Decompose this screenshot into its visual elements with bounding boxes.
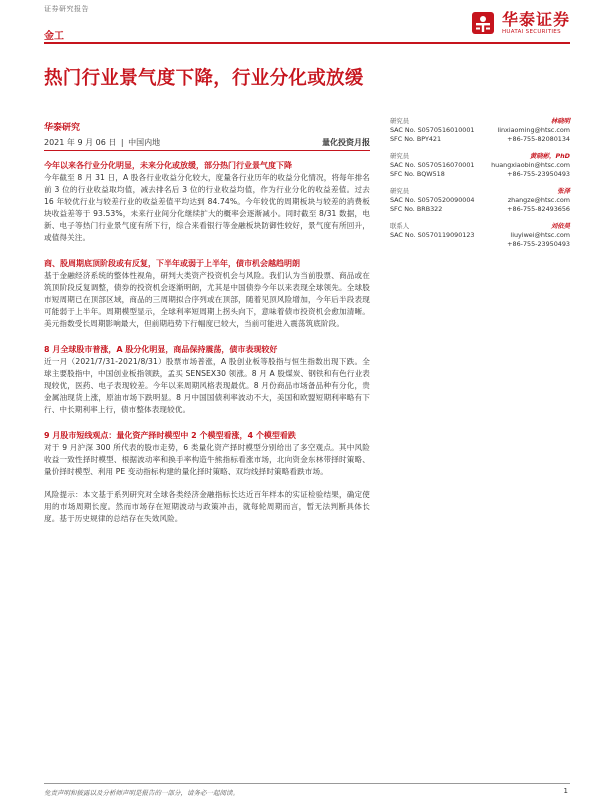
- meta-divider: [44, 150, 370, 151]
- report-type: 量化投资月报: [322, 138, 370, 147]
- analyst-card: [390, 152, 570, 179]
- analyst-sac: SAC No. S0570119090123: [390, 231, 475, 239]
- analyst-card: [390, 222, 570, 249]
- analyst-phone: +86-755-82080134: [507, 135, 570, 143]
- analyst-email[interactable]: linxiaoming@htsc.com: [497, 126, 570, 134]
- risk-warning: 风险提示：本文基于系列研究对全球各类经济金融指标长达近百年样本的实证检验结果，确定使用的市场周期长度。然而市场存在短期波动与政策冲击，就每轮周期而言，暂无法判断具体长度。基于历史规律的总结存在失效风险。: [44, 490, 370, 523]
- analyst-name: 林晓明: [550, 117, 570, 125]
- logo-name-en: HUATAI SECURITIES: [501, 29, 561, 35]
- report-body: [44, 159, 370, 538]
- report-date: 2021 年 9 月 06 日: [44, 138, 117, 147]
- analyst-name: 张泽: [557, 187, 570, 195]
- logo-icon: [470, 10, 496, 36]
- footer-disclaimer: 免责声明和披露以及分析师声明是报告的一部分，请务必一起阅读。: [44, 789, 239, 797]
- analyst-role: 研究员: [390, 152, 410, 160]
- company-logo: [470, 10, 570, 36]
- section-heading: 今年以来各行业分化明显，未来分化或放缓，部分热门行业景气度下降: [44, 161, 292, 170]
- section-tag: 金工: [44, 31, 64, 42]
- section-paragraph: 对于 9 月沪深 300 所代表的股市走势，6 类量化资产择时模型分别给出了多空观点。其中风险收益一致性择时模型、根据波动率和换手率构造牛熊指标看涨市场，北向资金东林带择时策略、量价择时模型、利用 PE 变动指标构建的量化择时策略、双均线择时策略看跌市场。: [44, 443, 370, 476]
- analyst-sac: SAC No. S0570520090004: [390, 196, 475, 204]
- page-number: 1: [563, 787, 568, 795]
- analyst-phone: +86-755-23950493: [507, 170, 570, 178]
- report-region: 中国内地: [128, 138, 161, 147]
- analyst-sfc: SFC No. BRB322: [390, 205, 443, 213]
- analyst-card: [390, 187, 570, 214]
- report-title: 热门行业景气度下降，行业分化或放缓: [44, 68, 364, 89]
- analyst-panel: [390, 117, 570, 257]
- doc-category: 证券研究报告: [44, 5, 89, 13]
- analyst-email[interactable]: huangxiaobin@htsc.com: [491, 161, 570, 169]
- analyst-sac: SAC No. S0570516010001: [390, 126, 475, 134]
- section-heading: 9 月股市短线观点：量化资产择时模型中 2 个模型看涨，4 个模型看跌: [44, 431, 296, 440]
- analyst-sfc: SFC No. BQW518: [390, 170, 445, 178]
- header-divider: [44, 42, 570, 44]
- analyst-name: 刘依昊: [550, 222, 570, 230]
- analyst-name: 黄晓彬，PhD: [529, 152, 570, 160]
- section-paragraph: 近一月（2021/7/31-2021/8/31）股票市场普涨，A 股创业板等股指与恒生指数出现下跌。全球主要股指中，中国创业板指领跌，孟买 SENSEX30 领涨。8 月 A 股煤炭、钢铁和有色行业表现较优，医药、电子表现较差。今年以来周期风格表现最优。8 月份商品市场备品种有分化，贵金属油现货上涨，原油市场下跌明显。8 月中国国债利率波动不大，美国和欧盟短期利率略有下行、中长期利率上行，债市整体表现较优。: [44, 357, 370, 414]
- org-name: 华泰研究: [44, 123, 81, 133]
- section-heading: 商、股周期底顶阶段或有反复，下半年或弱于上半年，债市机会越趋明朗: [44, 259, 300, 268]
- logo-name-cn: 华泰证券: [501, 10, 570, 29]
- footer-divider: [44, 783, 570, 784]
- section-paragraph: 基于金融经济系统的整体性视角，研判大类资产投资机会与风险。我们认为当前股票、商品或在筑顶阶段反复调整，债券的投资机会逐渐明朗，尤其是中国债券今年以来表现全球领先。全球股市短周期已在顶部区域，商品的三周期拟合序列或在顶部，随着见顶风险增加，今年后半段表现可能弱于上半年。周期模型显示，全球利率短周期上拐头向下，意味着债市投资机会愈加清晰。美元指数受长周期影响最大，但前期趋势下行幅度已较大，当前可能进入震荡筑底阶段。: [44, 271, 370, 328]
- section-heading: 8 月全球股市普涨，A 股分化明显，商品保持震荡，债市表现较好: [44, 345, 278, 354]
- meta-row: 2021 年 9 月 06 日 | 中国内地 量化投资月报: [44, 138, 370, 147]
- analyst-sac: SAC No. S0570516070001: [390, 161, 475, 169]
- analyst-email[interactable]: zhangze@htsc.com: [507, 196, 570, 204]
- section-paragraph: 今年截至 8 月 31 日，A 股各行业收益分化较大，度量各行业历年的收益分化情况，将每年排名前 3 位的行业收益取均值，减去排名后 3 位的行业收益均值，作为行业分化的收益差值。过去 16 年较优行业与较差行业的收益差值平均达到 84.74%。今年较优的周期板块与较差的消费板块收益差等于 93.53%，未来行业间分化继续扩大的概率会逐渐减小。同时截至 8/31 数据，电新、电子等热门行业景气度有所下行，综合来看银行等金融板块防御性较好，景气度有所回升，或值得关注。: [44, 173, 370, 242]
- analyst-email[interactable]: liuyiwei@htsc.com: [510, 231, 570, 239]
- analyst-card: [390, 117, 570, 144]
- analyst-sfc: SFC No. BPY421: [390, 135, 442, 143]
- analyst-role: 研究员: [390, 117, 410, 125]
- analyst-role: 联系人: [390, 222, 410, 230]
- analyst-role: 研究员: [390, 187, 410, 195]
- analyst-phone: +86-755-82493656: [507, 205, 570, 213]
- analyst-phone: +86-755-23950493: [507, 240, 570, 248]
